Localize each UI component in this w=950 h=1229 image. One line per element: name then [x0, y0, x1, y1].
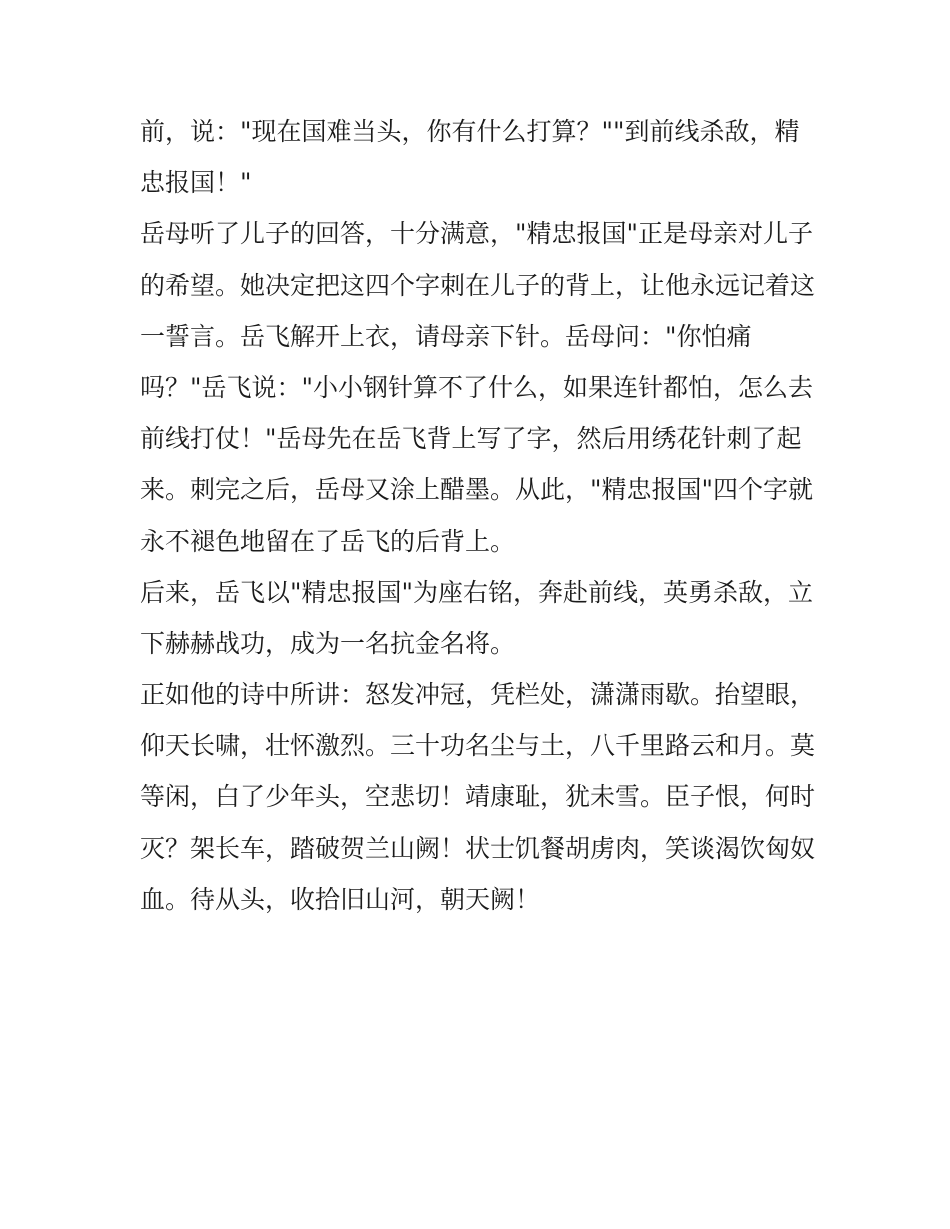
text-line: 等闲，白了少年头，空悲切！靖康耻，犹未雪。臣子恨，何时 — [140, 782, 816, 812]
text-line: 来。刺完之后，岳母又涂上醋墨。从此，"精忠报国"四个字就 — [140, 475, 814, 505]
paragraph-2 — [140, 208, 820, 566]
text-line: 的希望。她决定把这四个字刺在儿子的背上，让他永远记着这 — [140, 270, 816, 300]
text-line: 岳母听了儿子的回答，十分满意，"精忠报国"正是母亲对儿子 — [140, 219, 814, 249]
text-line: 吗？"岳飞说："小小钢针算不了什么，如果连针都怕，怎么去 — [140, 372, 814, 402]
text-line: 仰天长啸，壮怀激烈。三十功名尘与土，八千里路云和月。莫 — [140, 731, 816, 761]
text-line: 前线打仗！"岳母先在岳飞背上写了字，然后用绣花针刺了起 — [140, 424, 802, 454]
text-line: 永不褪色地留在了岳飞的后背上。 — [140, 526, 516, 556]
paragraph-1 — [140, 106, 820, 208]
text-line: 血。待从头，收拾旧山河，朝天阙！ — [140, 884, 541, 914]
text-line: 一誓言。岳飞解开上衣，请母亲下针。岳母问："你怕痛 — [140, 321, 752, 351]
text-line: 灭？架长车，踏破贺兰山阙！状士饥餐胡虏肉，笑谈渴饮匈奴 — [140, 833, 816, 863]
text-line: 后来，岳飞以"精忠报国"为座右铭，奔赴前线，英勇杀敌，立 — [140, 577, 814, 607]
text-line: 下赫赫战功，成为一名抗金名将。 — [140, 628, 516, 658]
paragraph-4-poem — [140, 669, 820, 925]
text-line: 忠报国！" — [140, 168, 252, 198]
text-line: 前，说："现在国难当头，你有什么打算？""到前线杀敌，精 — [140, 117, 800, 146]
text-line: 正如他的诗中所讲：怒发冲冠，凭栏处，潇潇雨歇。抬望眼， — [140, 680, 816, 710]
paragraph-3 — [140, 567, 820, 669]
document-body — [140, 106, 820, 925]
